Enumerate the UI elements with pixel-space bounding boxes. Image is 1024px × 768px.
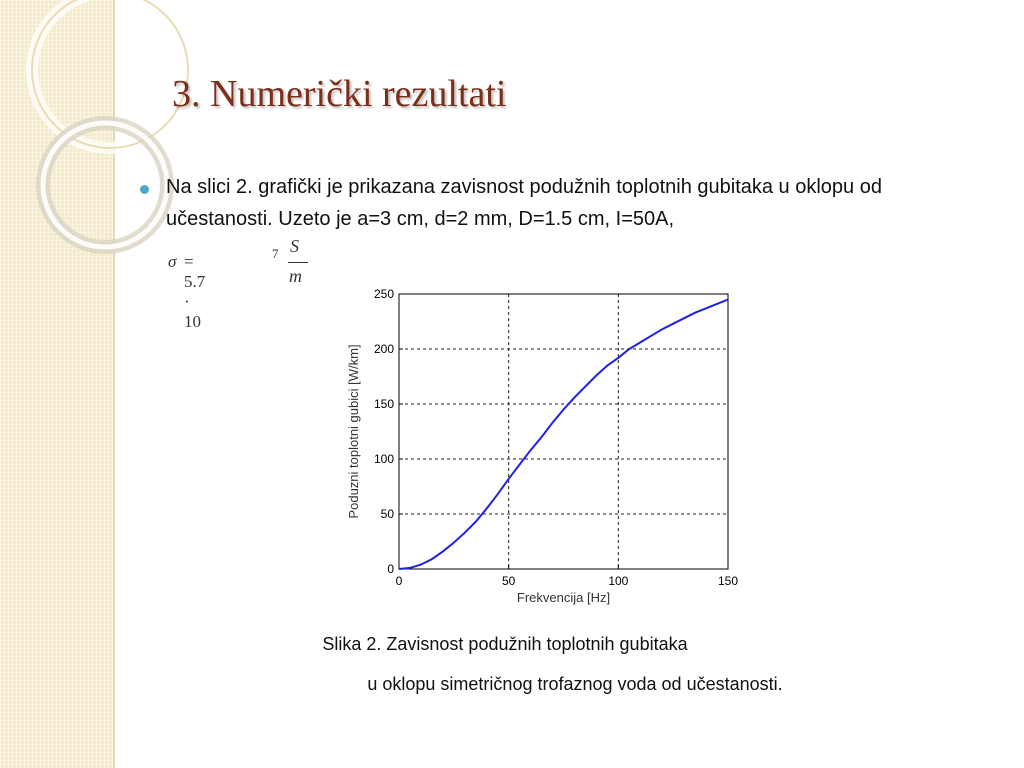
figure-caption-line1: Slika 2. Zavisnost podužnih toplotnih gubitaka	[322, 634, 688, 654]
formula-fraction-bar	[288, 262, 308, 263]
slide-title: 3. Numerički rezultati	[172, 73, 507, 115]
y-axis-label: Poduzni toplotni gubici [W/km]	[346, 344, 361, 519]
x-axis-label: Frekvencija [Hz]	[516, 590, 611, 605]
y-tick-label: 50	[380, 507, 394, 521]
formula-numerator: S	[290, 236, 299, 256]
y-tick-label: 150	[373, 397, 394, 411]
formula-value: = 5.7 · 10	[184, 252, 206, 331]
y-tick-label: 200	[373, 342, 394, 356]
x-tick-label: 150	[717, 574, 739, 588]
chart-figure	[338, 282, 748, 618]
y-tick-label: 100	[373, 452, 394, 466]
x-tick-label: 0	[395, 574, 403, 588]
formula-exponent: 7	[272, 246, 279, 261]
figure-caption-line2: u oklopu simetričnog trofaznog voda od učestanosti.	[367, 674, 783, 694]
bullet-text: Na slici 2. grafički je prikazana zavisnost podužnih toplotnih gubitaka u oklopu od učestanosti. Uzeto je a=3 cm, d=2 mm, D=1.5 cm, I=50A,	[166, 176, 882, 230]
loss-frequency-chart	[338, 282, 748, 618]
y-tick-label: 250	[373, 287, 394, 301]
bullet-icon	[140, 185, 149, 194]
formula-symbol: σ	[168, 252, 177, 271]
plot-area	[399, 294, 728, 569]
x-tick-label: 100	[608, 574, 629, 588]
x-tick-label: 50	[501, 574, 516, 588]
formula-denominator: m	[289, 266, 302, 286]
y-tick-label: 0	[387, 562, 394, 576]
